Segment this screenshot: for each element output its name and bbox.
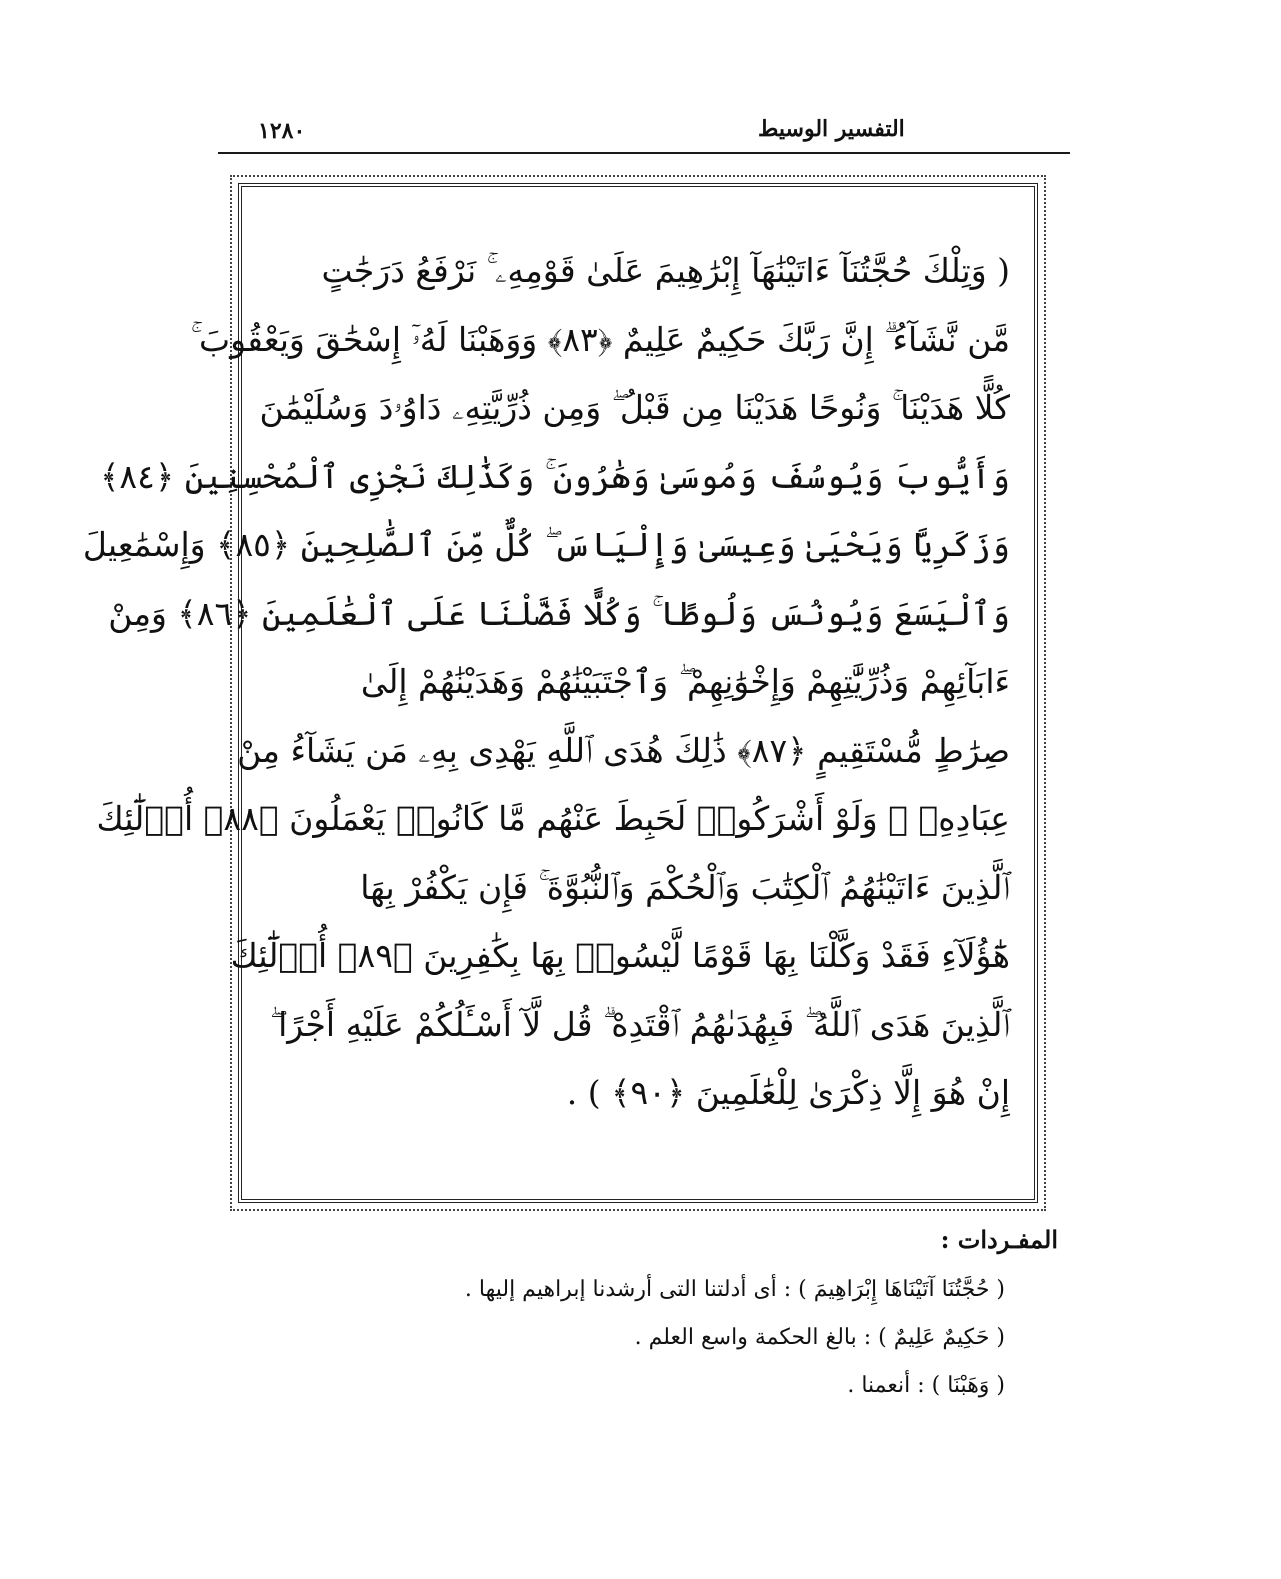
vocabulary-section — [300, 1225, 1060, 1410]
verse-line: كُلًّا هَدَيْنَا ۚ وَنُوحًا هَدَيْنَا مِن قَبْلُ ۖ وَمِن ذُرِّيَّتِهِۦ دَاوُۥدَ وَسُلَيْمَٰنَ — [259, 388, 1010, 427]
vocabulary-entry: ( حُجَّتُنَا آتَيْنَاهَا إِبْرَاهِيمَ ) : أى أدلتنا التى أرشدنا إبراهيم إليها . — [464, 1277, 1005, 1302]
book-title: التفسير الوسيط — [758, 116, 905, 142]
page-header — [218, 108, 1070, 154]
verse-line: وَزَكَرِيَّا وَيَحْيَىٰ وَعِيسَىٰ وَإِلْيَاسَ ۖ كُلٌّ مِّنَ ٱلصَّٰلِحِينَ ﴿٨٥﴾ وَإِسْمَٰعِيلَ — [82, 525, 1010, 564]
vocabulary-entry: ( حَكِيمٌ عَلِيمٌ ) : بالغ الحكمة واسع العلم . — [634, 1325, 1005, 1350]
vocabulary-heading: المفـردات : — [940, 1225, 1058, 1254]
verse-line: ٱلَّذِينَ ءَاتَيْنَٰهُمُ ٱلْكِتَٰبَ وَٱلْحُكْمَ وَٱلنُّبُوَّةَ ۚ فَإِن يَكْفُرْ بِهَا — [360, 867, 1010, 907]
vocabulary-entry: ( وَهَبْنَا ) : أنعمنا . — [847, 1373, 1005, 1398]
verse-line: وَٱلْيَسَعَ وَيُونُسَ وَلُوطًا ۚ وَكُلًّا فَضَّلْنَا عَلَى ٱلْعَٰلَمِينَ ﴿٨٦﴾ وَمِنْ — [108, 593, 1010, 633]
verse-line: هَٰٓؤُلَآءِ فَقَدْ وَكَّلْنَا بِهَا قَوْمًا لَّيْسُوا۟ بِهَا بِكَٰفِرِينَ ﴿٨٩﴾ أُو۟لَٰٓئِكَ — [230, 936, 1010, 975]
verse-frame — [82, 183, 1038, 1203]
verse-line: وَأَيُّوبَ وَيُوسُفَ وَمُوسَىٰ وَهَٰرُونَ ۚ وَكَذَٰلِكَ نَجْزِى ٱلْمُحْسِنِينَ ﴿٨٤﴾ — [100, 456, 1010, 496]
verse-line: ( وَتِلْكَ حُجَّتُنَآ ءَاتَيْنَٰهَآ إِبْرَٰهِيمَ عَلَىٰ قَوْمِهِۦ ۚ نَرْفَعُ دَرَجَٰتٍ — [321, 251, 1010, 290]
verse-line: ءَابَآئِهِمْ وَذُرِّيَّٰتِهِمْ وَإِخْوَٰنِهِمْ ۖ وَٱجْتَبَيْنَٰهُمْ وَهَدَيْنَٰهُمْ إِلَىٰ — [360, 662, 1010, 701]
verse-line: صِرَٰطٍ مُّسْتَقِيمٍ ﴿٨٧﴾ ذَٰلِكَ هُدَى ٱللَّهِ يَهْدِى بِهِۦ مَن يَشَآءُ مِنْ — [237, 730, 1010, 770]
verse-line: عِبَادِهِۦ ۚ وَلَوْ أَشْرَكُوا۟ لَحَبِطَ عَنْهُم مَّا كَانُوا۟ يَعْمَلُونَ ﴿٨٨﴾ أُو۟لَٰٓئِكَ — [96, 799, 1010, 838]
page-number: ١٢٨٠ — [258, 118, 306, 144]
verse-line: إِنْ هُوَ إِلَّا ذِكْرَىٰ لِلْعَٰلَمِينَ ﴿٩٠﴾ ) . — [566, 1073, 1010, 1112]
verse-line: ٱلَّذِينَ هَدَى ٱللَّهُ ۖ فَبِهُدَىٰهُمُ ٱقْتَدِهْ ۗ قُل لَّآ أَسْـَٔلُكُمْ عَلَيْهِ أَجْرًا ۖ — [269, 1004, 1010, 1044]
verse-text — [82, 237, 1010, 1128]
verse-line: مَّن نَّشَآءُ ۗ إِنَّ رَبَّكَ حَكِيمٌ عَلِيمٌ ﴿٨٣﴾ وَوَهَبْنَا لَهُۥٓ إِسْحَٰقَ وَيَعْقُوبَ ۚ — [190, 319, 1010, 359]
